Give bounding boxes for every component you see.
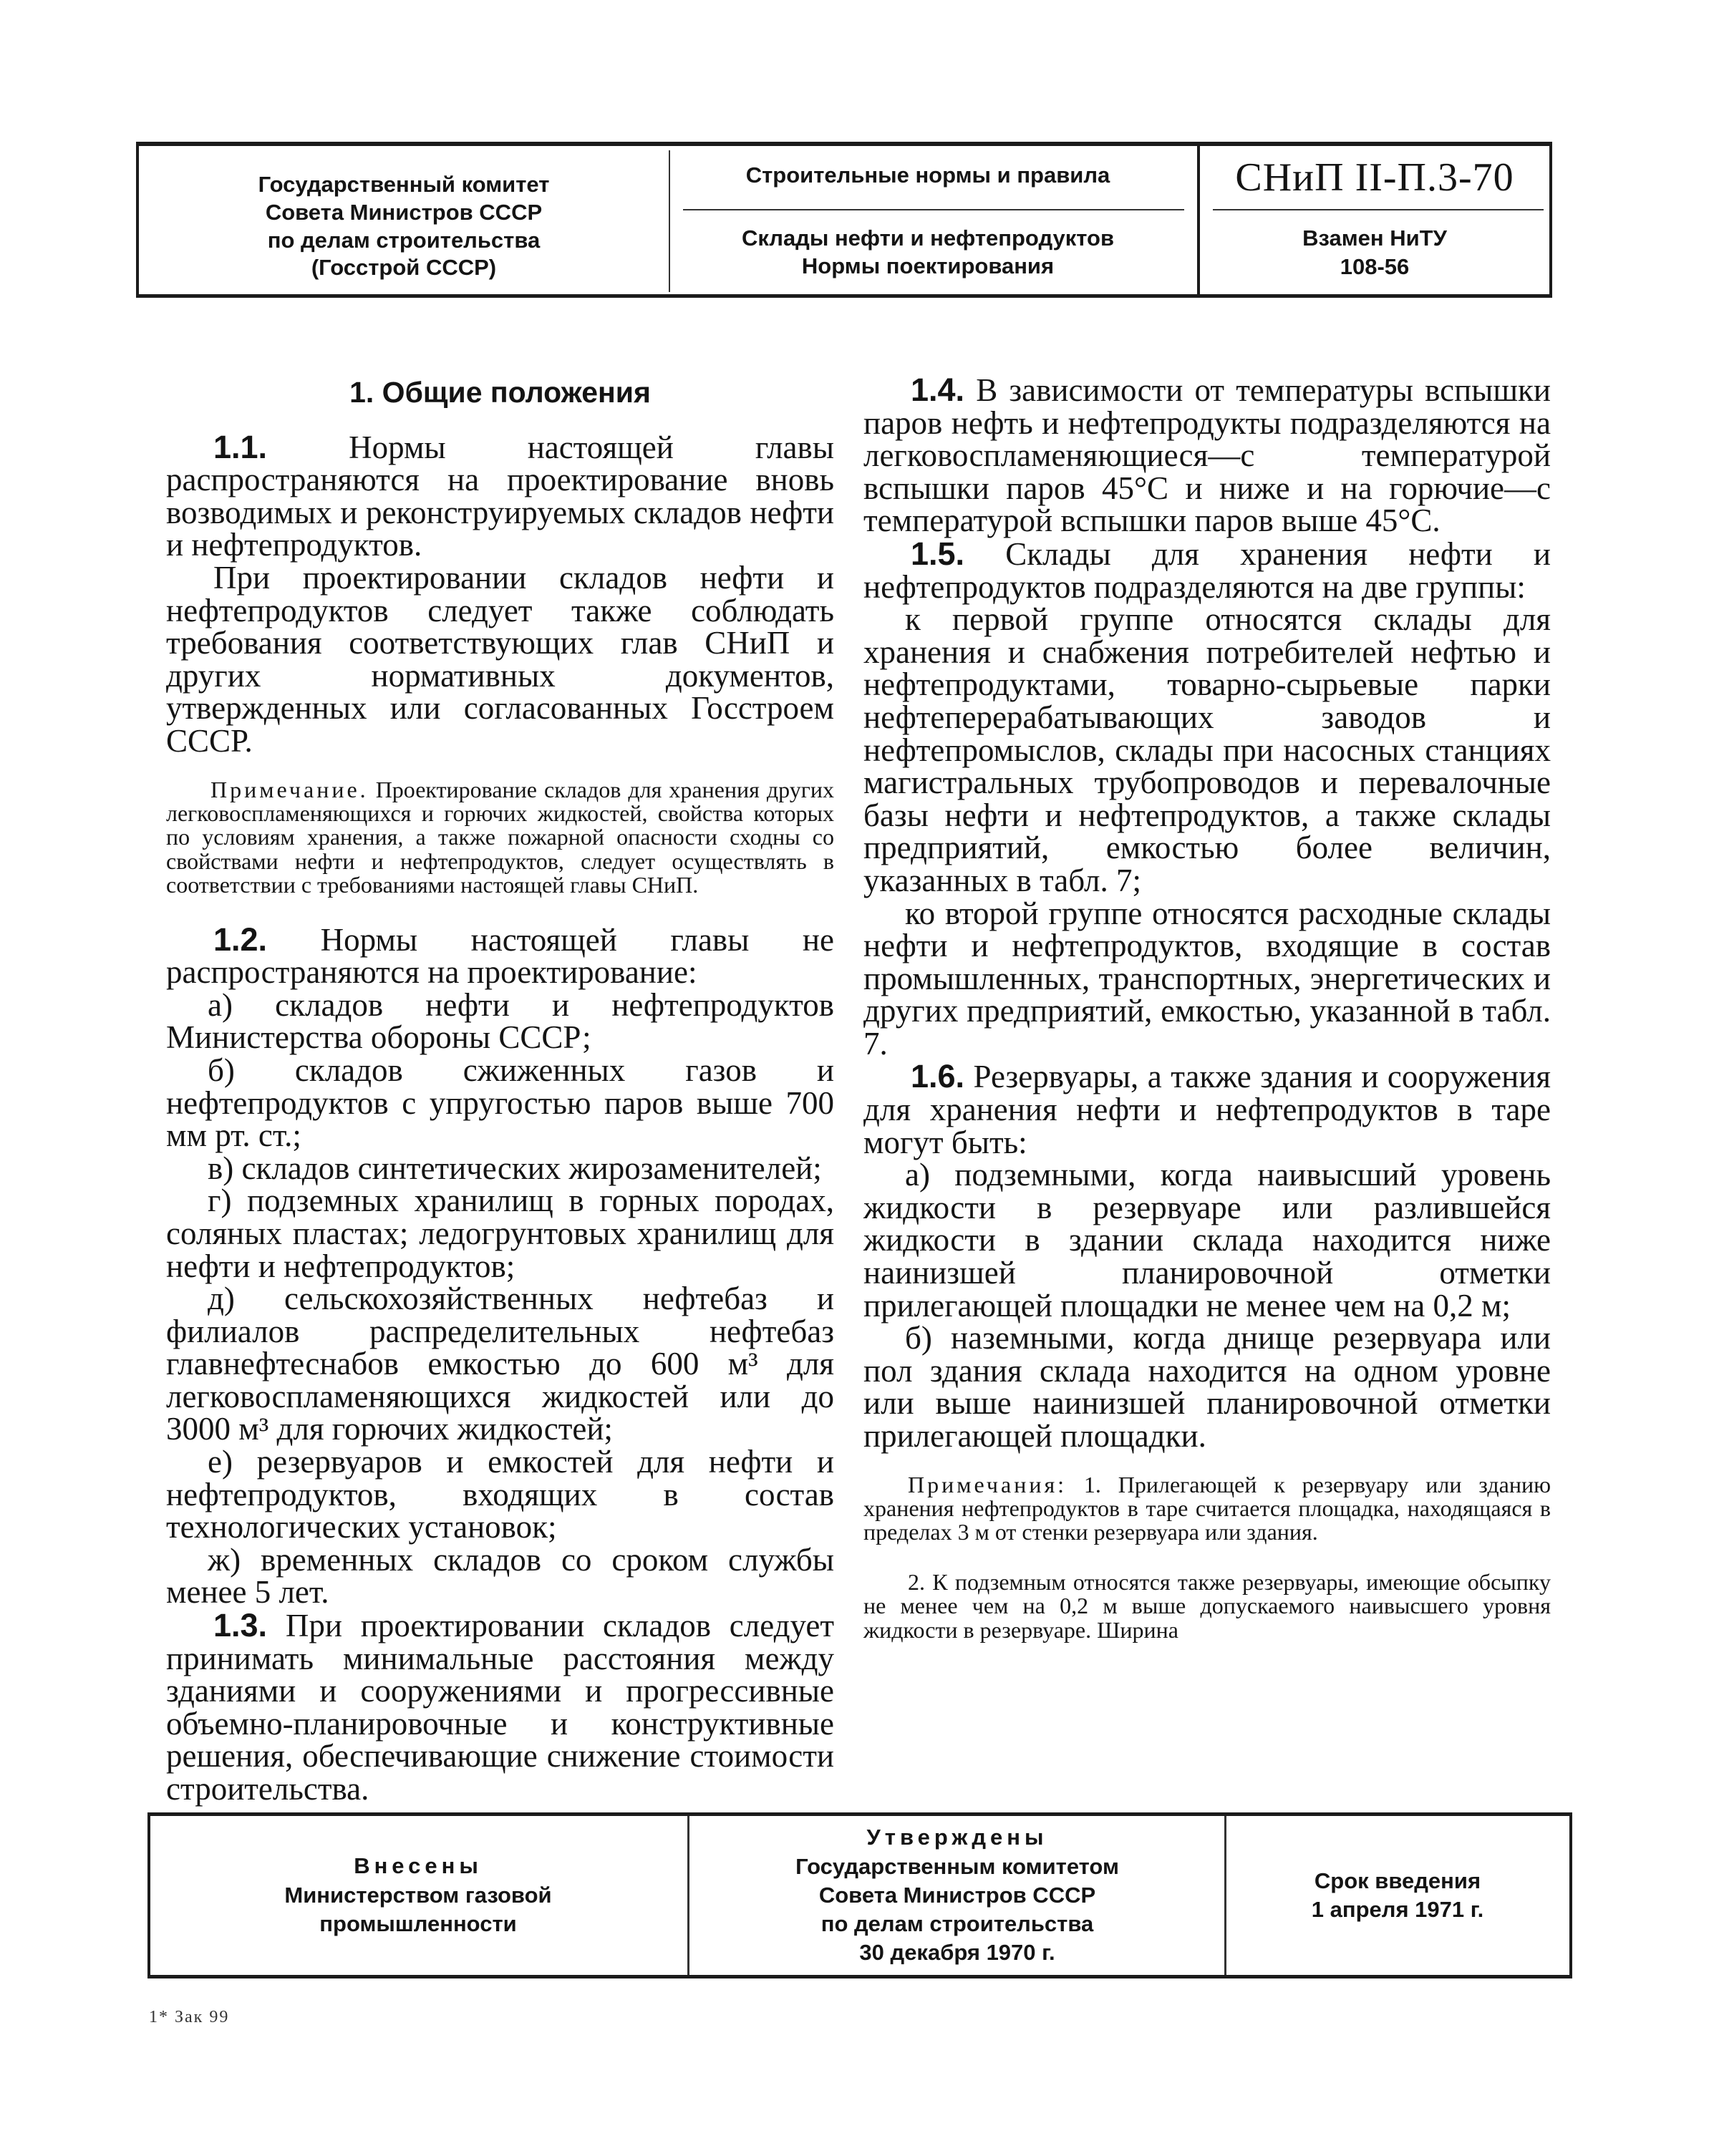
print-mark: 1* Зак 99: [149, 2008, 230, 2026]
left-column: [166, 372, 834, 1806]
introduced-line: Министерством газовой: [284, 1882, 552, 1908]
effective-cell: [1226, 1816, 1569, 1975]
approved-label: Утверждены: [866, 1825, 1048, 1850]
list-item: а) складов нефти и нефтепродуктов Министерства обороны СССР;: [166, 986, 834, 1056]
title-cell: [670, 146, 1186, 294]
introduced-cell: [150, 1816, 686, 1975]
document-category: Строительные нормы и правила: [745, 162, 1110, 188]
clause-text: Склады для хранения нефти и нефтепродуктов подразделяются на две группы:: [863, 535, 1551, 605]
approved-line: по делам строительства: [820, 1911, 1094, 1937]
paragraph-1-4: [863, 374, 1551, 538]
effective-label: Срок введения: [1314, 1868, 1481, 1893]
clause-number: 1.5.: [911, 535, 965, 572]
list-item: а) подземными, когда наивысший уровень жидкости в резервуаре или разлившейся жидкости в здании склада находится ниже наинизшей планировочной отметки прилегающей площадки не менее чем на 0,2 м;: [863, 1157, 1551, 1324]
document-title: [670, 213, 1186, 292]
note-label: Примечания:: [908, 1471, 1067, 1497]
issuer-line: (Госстрой СССР): [311, 255, 497, 281]
issuer-cell: [139, 146, 669, 294]
clause-text: Резервуары, а также здания и сооружения для хранения нефти и нефтепродуктов в таре могут быть:: [863, 1059, 1551, 1160]
clause-text: В зависимости от температуры вспышки паров нефть и нефтепродукты подразделяются на легковоспламеняющиеся—с температурой вспышки паров 45°С и ниже и на горючие—с температурой вспышки паров выше 45°С.: [863, 372, 1551, 539]
right-column: [863, 374, 1551, 1642]
approved-line: Государственным комитетом: [795, 1853, 1119, 1879]
approved-line: Совета Министров СССР: [818, 1882, 1096, 1908]
group-two-text: ко второй группе относятся расходные склады нефти и нефтепродуктов, входящие в состав промышленных, транспортных, энергетических и других предприятий, емкостью, указанной в табл. 7.: [863, 895, 1551, 1062]
clause-number: 1.1.: [213, 428, 268, 465]
header-divider: [683, 209, 1184, 210]
replaces-line: Взамен НиТУ: [1302, 225, 1447, 251]
effective-date: 1 апреля 1971 г.: [1311, 1897, 1484, 1922]
approved-date: 30 декабря 1970 г.: [859, 1940, 1055, 1966]
list-item: ж) временных складов со сроком службы менее 5 лет.: [166, 1541, 834, 1611]
paragraph-1-3: [166, 1609, 834, 1806]
approved-cell: [689, 1816, 1225, 1975]
list-item: б) складов сжиженных газов и нефтепродуктов с упругостью паров выше 700 мм рт. ст.;: [166, 1052, 834, 1154]
note-text: 1. Прилегающей к резервуару или зданию хранения нефтепродуктов в таре считается площадка, находящаяся в пределах 3 м от стенки резервуара или здания.: [863, 1471, 1551, 1545]
group-one-text: к первой группе относятся склады для хранения и снабжения потребителей нефтью и нефтепродуктами, товарно-сырьевые парки нефтеперерабатывающих заводов и нефтепромыслов, склады при насосных станциях магистральных трубопроводов и перевалочные базы нефти и нефтепродуктов, а также склады предприятий, емкостью более величин, указанных в табл. 7;: [863, 601, 1551, 898]
clause-number: 1.3.: [213, 1607, 268, 1644]
clause-number: 1.2.: [213, 921, 268, 958]
note-2: [863, 1473, 1551, 1545]
note-text: Проектирование складов для хранения других легковоспламеняющихся и горючих жидкостей, свойства которых по условиям хранения, а также пожарной опасности сходны со свойствами нефти и нефтепродуктов, следует осуществлять в соответствии с требованиями настоящей главы СНиП.: [166, 776, 835, 898]
introduced-label: Внесены: [354, 1852, 483, 1878]
section-title: 1. Общие положения: [349, 376, 651, 409]
approval-footer: [147, 1812, 1572, 1978]
code-cell: [1200, 146, 1549, 294]
note-1: [166, 778, 834, 898]
replaces-note: [1200, 215, 1549, 291]
paragraph-1-6: [863, 1060, 1551, 1159]
list-item: е) резервуаров и емкостей для нефти и нефтепродуктов, входящих в состав технологических установок;: [166, 1444, 834, 1545]
clause-text: Нормы настоящей главы не распространяются на проектирование:: [166, 921, 834, 991]
clause-number: 1.6.: [911, 1058, 965, 1095]
issuer-line: по делам строительства: [267, 227, 541, 253]
document-code: СНиП II-П.3-70: [1235, 155, 1514, 200]
document-header: [136, 142, 1552, 298]
issuer-line: Совета Министров СССР: [265, 199, 543, 225]
replaces-line: 108-56: [1340, 254, 1410, 279]
list-item: в) складов синтетических жирозаменителей;: [208, 1150, 822, 1186]
note-label: Примечание.: [210, 776, 369, 802]
document-title-line: Нормы поектирования: [801, 253, 1055, 278]
paragraph-1-1-continued: При проектировании складов нефти и нефтепродуктов следует также соблюдать требования соответствующих глав СНиП и других нормативных документов, утвержденных или согласованных Госстроем СССР.: [166, 559, 834, 759]
introduced-line: промышленности: [319, 1911, 517, 1937]
document-title-line: Склады нефти и нефтепродуктов: [741, 225, 1115, 251]
clause-text: Нормы настоящей главы распространяются на проектирование вновь возводимых и реконструируемых складов нефти и нефтепродуктов.: [166, 429, 834, 563]
note-2-item: 2. К подземным относятся также резервуары, имеющие обсыпку не менее чем на 0,2 м выше допускаемого наивысшего уровня жидкости в резервуаре. Ширина: [863, 1568, 1551, 1643]
list-item: б) наземными, когда днище резервуара или пол здания склада находится на одном уровне или выше наинизшей планировочной отметки прилегающей площадки.: [863, 1320, 1551, 1454]
list-item: д) сельскохозяйственных нефтебаз и филиалов распределительных нефтебаз главнефтеснабов емкостью до 600 м³ для легковоспламеняющихся жидкостей или до 3000 м³ для горючих жидкостей;: [166, 1281, 834, 1447]
paragraph-1-2: [166, 923, 834, 989]
list-item: г) подземных хранилищ в горных породах, соляных пластах; ледогрунтовых хранилищ для нефти и нефтепродуктов;: [166, 1183, 834, 1284]
paragraph-1-5: [863, 535, 1551, 605]
header-divider: [1213, 209, 1544, 210]
clause-number: 1.4.: [911, 372, 965, 408]
clause-text: При проектировании складов следует принимать минимальные расстояния между зданиями и сооружениями и прогрессивные объемно-планировочные и конструктивные решения, обеспечивающие снижение стоимости строительства.: [166, 1608, 835, 1807]
paragraph-1-1: [166, 428, 834, 563]
issuer-line: Государственный комитет: [258, 172, 550, 197]
